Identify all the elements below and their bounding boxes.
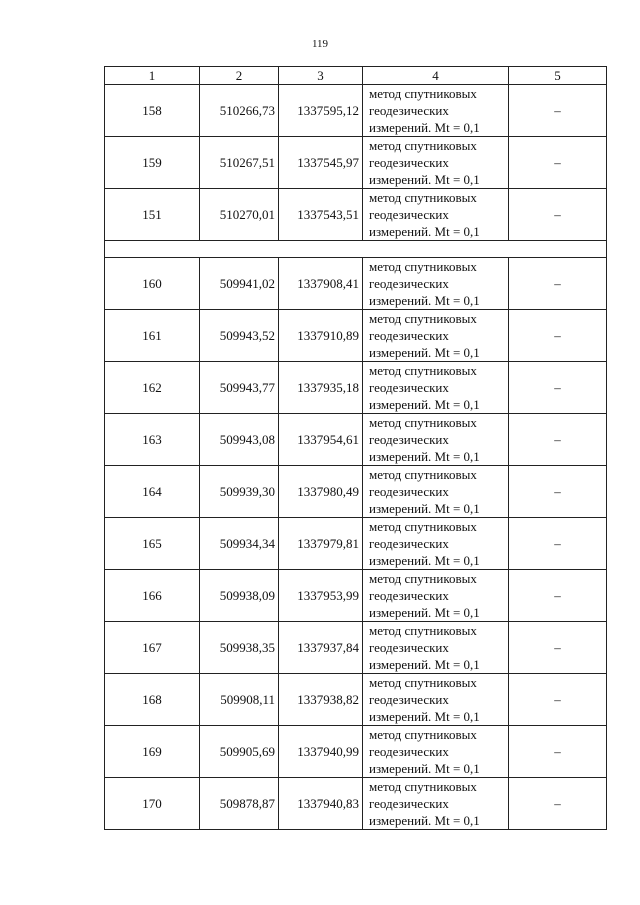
method-cell: метод спутниковых геодезических измерений. Mt = 0,1 [363, 414, 509, 466]
note-cell: – [509, 137, 607, 189]
column-header: 1 [105, 67, 200, 85]
x-coordinate-cell: 510267,51 [200, 137, 279, 189]
y-coordinate-cell: 1337979,81 [279, 518, 363, 570]
table-row [105, 362, 607, 414]
point-number-cell: 163 [105, 414, 200, 466]
table-row [105, 310, 607, 362]
method-cell: метод спутниковых геодезических измерений. Mt = 0,1 [363, 518, 509, 570]
method-cell: метод спутниковых геодезических измерений. Mt = 0,1 [363, 137, 509, 189]
x-coordinate-cell: 509938,35 [200, 622, 279, 674]
table-header-row [105, 67, 607, 85]
point-number-cell: 164 [105, 466, 200, 518]
method-cell: метод спутниковых геодезических измерений. Mt = 0,1 [363, 726, 509, 778]
method-cell: метод спутниковых геодезических измерений. Mt = 0,1 [363, 258, 509, 310]
note-cell: – [509, 189, 607, 241]
y-coordinate-cell: 1337953,99 [279, 570, 363, 622]
column-header: 3 [279, 67, 363, 85]
y-coordinate-cell: 1337908,41 [279, 258, 363, 310]
note-cell: – [509, 414, 607, 466]
method-cell: метод спутниковых геодезических измерений. Mt = 0,1 [363, 622, 509, 674]
table-row [105, 137, 607, 189]
x-coordinate-cell: 509878,87 [200, 778, 279, 830]
x-coordinate-cell: 509943,77 [200, 362, 279, 414]
note-cell: – [509, 622, 607, 674]
coordinates-table [104, 66, 607, 830]
x-coordinate-cell: 509941,02 [200, 258, 279, 310]
separator-cell [105, 241, 607, 258]
note-cell: – [509, 362, 607, 414]
method-cell: метод спутниковых геодезических измерений. Mt = 0,1 [363, 310, 509, 362]
x-coordinate-cell: 509939,30 [200, 466, 279, 518]
table-row [105, 726, 607, 778]
note-cell: – [509, 570, 607, 622]
column-header: 4 [363, 67, 509, 85]
y-coordinate-cell: 1337937,84 [279, 622, 363, 674]
note-cell: – [509, 85, 607, 137]
point-number-cell: 161 [105, 310, 200, 362]
y-coordinate-cell: 1337545,97 [279, 137, 363, 189]
table-row [105, 189, 607, 241]
note-cell: – [509, 778, 607, 830]
method-cell: метод спутниковых геодезических измерений. Mt = 0,1 [363, 466, 509, 518]
x-coordinate-cell: 510266,73 [200, 85, 279, 137]
x-coordinate-cell: 509905,69 [200, 726, 279, 778]
table-row [105, 622, 607, 674]
point-number-cell: 160 [105, 258, 200, 310]
x-coordinate-cell: 509938,09 [200, 570, 279, 622]
table-row [105, 414, 607, 466]
method-cell: метод спутниковых геодезических измерений. Mt = 0,1 [363, 674, 509, 726]
y-coordinate-cell: 1337595,12 [279, 85, 363, 137]
note-cell: – [509, 258, 607, 310]
y-coordinate-cell: 1337935,18 [279, 362, 363, 414]
table-row [105, 518, 607, 570]
table-row [105, 466, 607, 518]
table-row [105, 778, 607, 830]
y-coordinate-cell: 1337910,89 [279, 310, 363, 362]
note-cell: – [509, 726, 607, 778]
table-row [105, 85, 607, 137]
x-coordinate-cell: 510270,01 [200, 189, 279, 241]
x-coordinate-cell: 509943,08 [200, 414, 279, 466]
column-header: 5 [509, 67, 607, 85]
point-number-cell: 166 [105, 570, 200, 622]
x-coordinate-cell: 509934,34 [200, 518, 279, 570]
table-row [105, 674, 607, 726]
point-number-cell: 169 [105, 726, 200, 778]
group-separator-row [105, 241, 607, 258]
point-number-cell: 151 [105, 189, 200, 241]
point-number-cell: 168 [105, 674, 200, 726]
method-cell: метод спутниковых геодезических измерений. Mt = 0,1 [363, 570, 509, 622]
method-cell: метод спутниковых геодезических измерений. Mt = 0,1 [363, 189, 509, 241]
y-coordinate-cell: 1337954,61 [279, 414, 363, 466]
table-row [105, 570, 607, 622]
point-number-cell: 162 [105, 362, 200, 414]
point-number-cell: 165 [105, 518, 200, 570]
y-coordinate-cell: 1337940,83 [279, 778, 363, 830]
point-number-cell: 158 [105, 85, 200, 137]
y-coordinate-cell: 1337938,82 [279, 674, 363, 726]
note-cell: – [509, 518, 607, 570]
y-coordinate-cell: 1337543,51 [279, 189, 363, 241]
y-coordinate-cell: 1337940,99 [279, 726, 363, 778]
note-cell: – [509, 310, 607, 362]
method-cell: метод спутниковых геодезических измерений. Mt = 0,1 [363, 778, 509, 830]
column-header: 2 [200, 67, 279, 85]
x-coordinate-cell: 509908,11 [200, 674, 279, 726]
note-cell: – [509, 674, 607, 726]
table-row [105, 258, 607, 310]
point-number-cell: 170 [105, 778, 200, 830]
point-number-cell: 159 [105, 137, 200, 189]
x-coordinate-cell: 509943,52 [200, 310, 279, 362]
method-cell: метод спутниковых геодезических измерений. Mt = 0,1 [363, 85, 509, 137]
method-cell: метод спутниковых геодезических измерений. Mt = 0,1 [363, 362, 509, 414]
point-number-cell: 167 [105, 622, 200, 674]
note-cell: – [509, 466, 607, 518]
page-number: 119 [311, 38, 329, 50]
y-coordinate-cell: 1337980,49 [279, 466, 363, 518]
